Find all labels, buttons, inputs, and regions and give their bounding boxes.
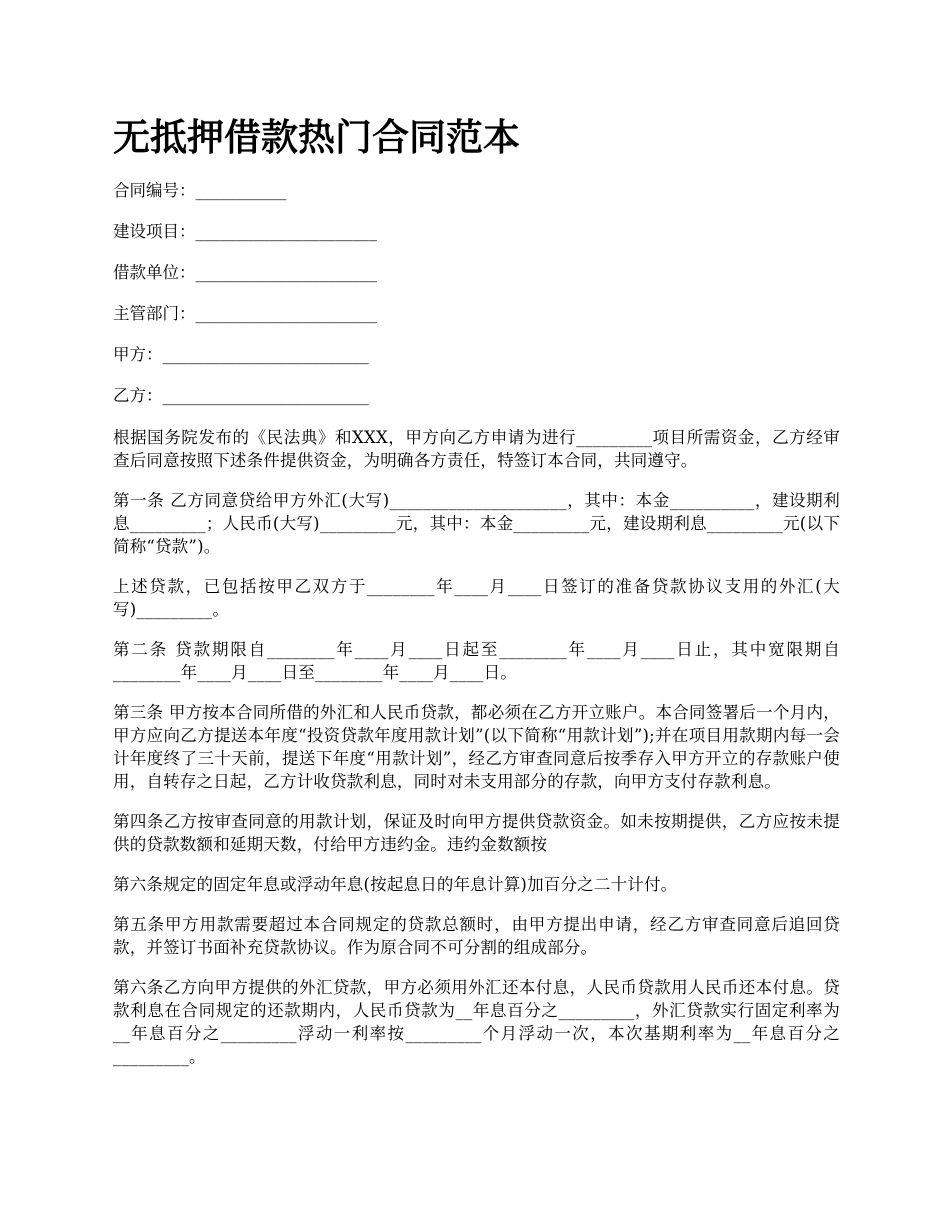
contract-body: [113, 426, 840, 1068]
preamble-paragraph: 根据国务院发布的《民法典》和XXX，甲方向乙方申请为进行_________项目所需资金，乙方经审查后同意按照下述条件提供资金，为明确各方责任，特签订本合同，共同遵守。: [113, 428, 840, 470]
competent-department-field: 主管部门：______________________: [113, 304, 377, 323]
construction-project-field: 建设项目：______________________: [113, 222, 377, 241]
article-1-paragraph: 第一条 乙方同意贷给甲方外汇(大写)_____________________，其中：本金__________，建设期利息_________；人民币(大写)_________元，其中：本金_________元，建设期利息_________元(以下简称“贷款”)。: [113, 491, 840, 556]
document-title: 无抵押借款热门合同范本: [113, 115, 520, 159]
party-b-field: 乙方：_________________________: [113, 386, 369, 405]
article-5-paragraph: 第五条甲方用款需要超过本合同规定的贷款总额时，由甲方提出申请，经乙方审查同意后追回贷款，并签订书面补充贷款协议。作为原合同不可分割的组成部分。: [113, 915, 840, 957]
contract-page: [113, 112, 840, 1085]
article-6-reference-paragraph: 第六条规定的固定年息或浮动年息(按起息日的年息计算)加百分之二十计付。: [113, 875, 678, 894]
article-2-paragraph: 第二条 贷款期限自________年____月____日起至________年____月____日止，其中宽限期自________年____月____日至________年____月____日。: [113, 640, 840, 682]
loan-note-paragraph: 上述贷款，已包括按甲乙双方于________年____月____日签订的准备贷款协议支用的外汇(大写)_________。: [113, 577, 840, 619]
contract-number-field: 合同编号：___________: [113, 181, 287, 200]
article-3-paragraph: 第三条 甲方按本合同所借的外汇和人民币贷款，都必须在乙方开立账户。本合同签署后一个月内，甲方应向乙方提送本年度“投资贷款年度用款计划”(以下简称“用款计划”);并在项目用款期内每一会计年度终了三十天前，提送下年度“用款计划”，经乙方审查同意后按季存入甲方开立的存款账户使用，自转存之日起，乙方计收贷款利息，同时对未支用部分的存款，向甲方支付存款利息。: [113, 703, 840, 791]
article-4-paragraph: 第四条乙方按审查同意的用款计划，保证及时向甲方提供贷款资金。如未按期提供，乙方应按未提供的贷款数额和延期天数，付给甲方违约金。违约金数额按: [113, 812, 840, 854]
header-fields: [113, 180, 840, 407]
party-a-field: 甲方：_________________________: [113, 345, 369, 364]
borrowing-unit-field: 借款单位：______________________: [113, 263, 377, 282]
article-6-paragraph: 第六条乙方向甲方提供的外汇贷款，甲方必须用外汇还本付息，人民币贷款用人民币还本付息。贷款利息在合同规定的还款期内，人民币贷款为__年息百分之_________，外汇贷款实行固定利率为__年息百分之_________浮动一利率按_________个月浮动一次，本次基期利率为__年息百分之_________。: [113, 978, 840, 1066]
